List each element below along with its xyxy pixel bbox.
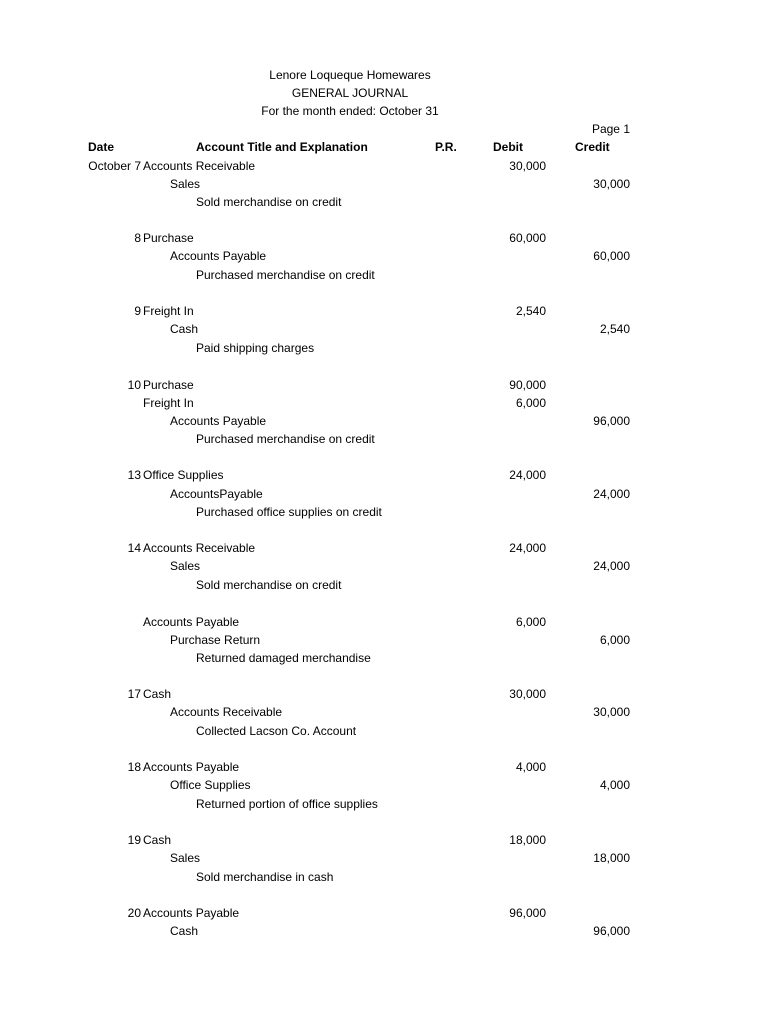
journal-line xyxy=(0,229,768,247)
account-title: Accounts Receivable xyxy=(143,159,256,173)
journal-line xyxy=(0,776,768,794)
journal-line xyxy=(0,175,768,193)
debit-amount: 6,000 xyxy=(515,615,546,629)
account-title: Freight In xyxy=(143,396,194,410)
entry-explanation: Sold merchandise on credit xyxy=(196,578,342,592)
journal-line xyxy=(0,685,768,703)
entry-explanation: Returned portion of office supplies xyxy=(196,797,378,811)
account-title: Accounts Payable xyxy=(170,249,267,263)
account-title: AccountsPayable xyxy=(170,487,263,501)
entry-date: 17 xyxy=(127,687,141,701)
column-header-debit: Debit xyxy=(493,140,523,154)
journal-line xyxy=(0,394,768,412)
journal-line xyxy=(0,904,768,922)
journal-line xyxy=(0,868,768,886)
journal-line xyxy=(0,631,768,649)
company-name: Lenore Loqueque Homewares xyxy=(269,68,431,82)
credit-amount: 24,000 xyxy=(593,487,630,501)
entry-explanation: Purchased merchandise on credit xyxy=(196,268,375,282)
column-header-date: Date xyxy=(88,140,115,154)
debit-amount: 6,000 xyxy=(515,396,546,410)
credit-amount: 4,000 xyxy=(599,778,630,792)
journal-line xyxy=(0,758,768,776)
account-title: Accounts Payable xyxy=(170,414,267,428)
credit-amount: 96,000 xyxy=(593,924,630,938)
entry-date: 9 xyxy=(134,304,141,318)
entry-explanation: Sold merchandise on credit xyxy=(196,195,342,209)
credit-amount: 6,000 xyxy=(599,633,630,647)
debit-amount: 24,000 xyxy=(509,541,546,555)
journal-line xyxy=(0,302,768,320)
journal-line xyxy=(0,466,768,484)
credit-amount: 2,540 xyxy=(599,322,630,336)
entry-date: 8 xyxy=(134,231,141,245)
journal-line xyxy=(0,722,768,740)
entry-explanation: Paid shipping charges xyxy=(196,341,315,355)
account-title: Freight In xyxy=(143,304,194,318)
journal-line xyxy=(0,320,768,338)
entry-explanation: Purchased merchandise on credit xyxy=(196,432,375,446)
debit-amount: 96,000 xyxy=(509,906,546,920)
account-title: Office Supplies xyxy=(143,468,224,482)
journal-line xyxy=(0,430,768,448)
journal-line xyxy=(0,703,768,721)
entry-date: 13 xyxy=(127,468,141,482)
debit-amount: 18,000 xyxy=(509,833,546,847)
account-title: Purchase xyxy=(143,231,194,245)
account-title: Sales xyxy=(170,851,201,865)
account-title: Accounts Receivable xyxy=(170,705,283,719)
journal-line xyxy=(0,247,768,265)
debit-amount: 60,000 xyxy=(509,231,546,245)
account-title: Cash xyxy=(170,322,199,336)
journal-line xyxy=(0,649,768,667)
account-title: Accounts Payable xyxy=(143,760,240,774)
debit-amount: 4,000 xyxy=(515,760,546,774)
journal-title: GENERAL JOURNAL xyxy=(291,86,409,100)
credit-amount: 18,000 xyxy=(593,851,630,865)
entry-explanation: Collected Lacson Co. Account xyxy=(196,724,357,738)
journal-line xyxy=(0,157,768,175)
debit-amount: 30,000 xyxy=(509,687,546,701)
journal-line xyxy=(0,266,768,284)
account-title: Purchase Return xyxy=(170,633,261,647)
journal-line xyxy=(0,576,768,594)
account-title: Sales xyxy=(170,559,201,573)
account-title: Accounts Receivable xyxy=(143,541,256,555)
entry-date: 20 xyxy=(127,906,141,920)
column-header-credit: Credit xyxy=(575,140,610,154)
journal-line xyxy=(0,339,768,357)
credit-amount: 30,000 xyxy=(593,705,630,719)
journal-line xyxy=(0,922,768,940)
account-title: Cash xyxy=(143,833,172,847)
entry-explanation: Returned damaged merchandise xyxy=(196,651,371,665)
journal-line xyxy=(0,849,768,867)
credit-amount: 30,000 xyxy=(593,177,630,191)
journal-line xyxy=(0,485,768,503)
entry-date: 10 xyxy=(127,378,141,392)
column-header-account: Account Title and Explanation xyxy=(196,140,368,154)
entry-explanation: Sold merchandise in cash xyxy=(196,870,334,884)
credit-amount: 24,000 xyxy=(593,559,630,573)
account-title: Sales xyxy=(170,177,201,191)
debit-amount: 30,000 xyxy=(509,159,546,173)
journal-line xyxy=(0,376,768,394)
journal-line xyxy=(0,831,768,849)
entry-date: 19 xyxy=(127,833,141,847)
column-header-pr: P.R. xyxy=(435,140,457,154)
debit-amount: 90,000 xyxy=(509,378,546,392)
account-title: Office Supplies xyxy=(170,778,251,792)
entry-date: 14 xyxy=(127,541,141,555)
account-title: Accounts Payable xyxy=(143,615,240,629)
journal-line xyxy=(0,412,768,430)
debit-amount: 2,540 xyxy=(515,304,546,318)
account-title: Cash xyxy=(143,687,172,701)
credit-amount: 60,000 xyxy=(593,249,630,263)
account-title: Accounts Payable xyxy=(143,906,240,920)
journal-line xyxy=(0,193,768,211)
page-number: Page 1 xyxy=(591,122,630,136)
entry-date: 18 xyxy=(127,760,141,774)
account-title: Cash xyxy=(170,924,199,938)
journal-line xyxy=(0,613,768,631)
entry-explanation: Purchased office supplies on credit xyxy=(196,505,382,519)
entry-date: October 7 xyxy=(88,159,141,173)
debit-amount: 24,000 xyxy=(509,468,546,482)
journal-line xyxy=(0,557,768,575)
journal-line xyxy=(0,503,768,521)
period-label: For the month ended: October 31 xyxy=(261,104,439,118)
account-title: Purchase xyxy=(143,378,194,392)
journal-line xyxy=(0,539,768,557)
credit-amount: 96,000 xyxy=(593,414,630,428)
journal-line xyxy=(0,795,768,813)
